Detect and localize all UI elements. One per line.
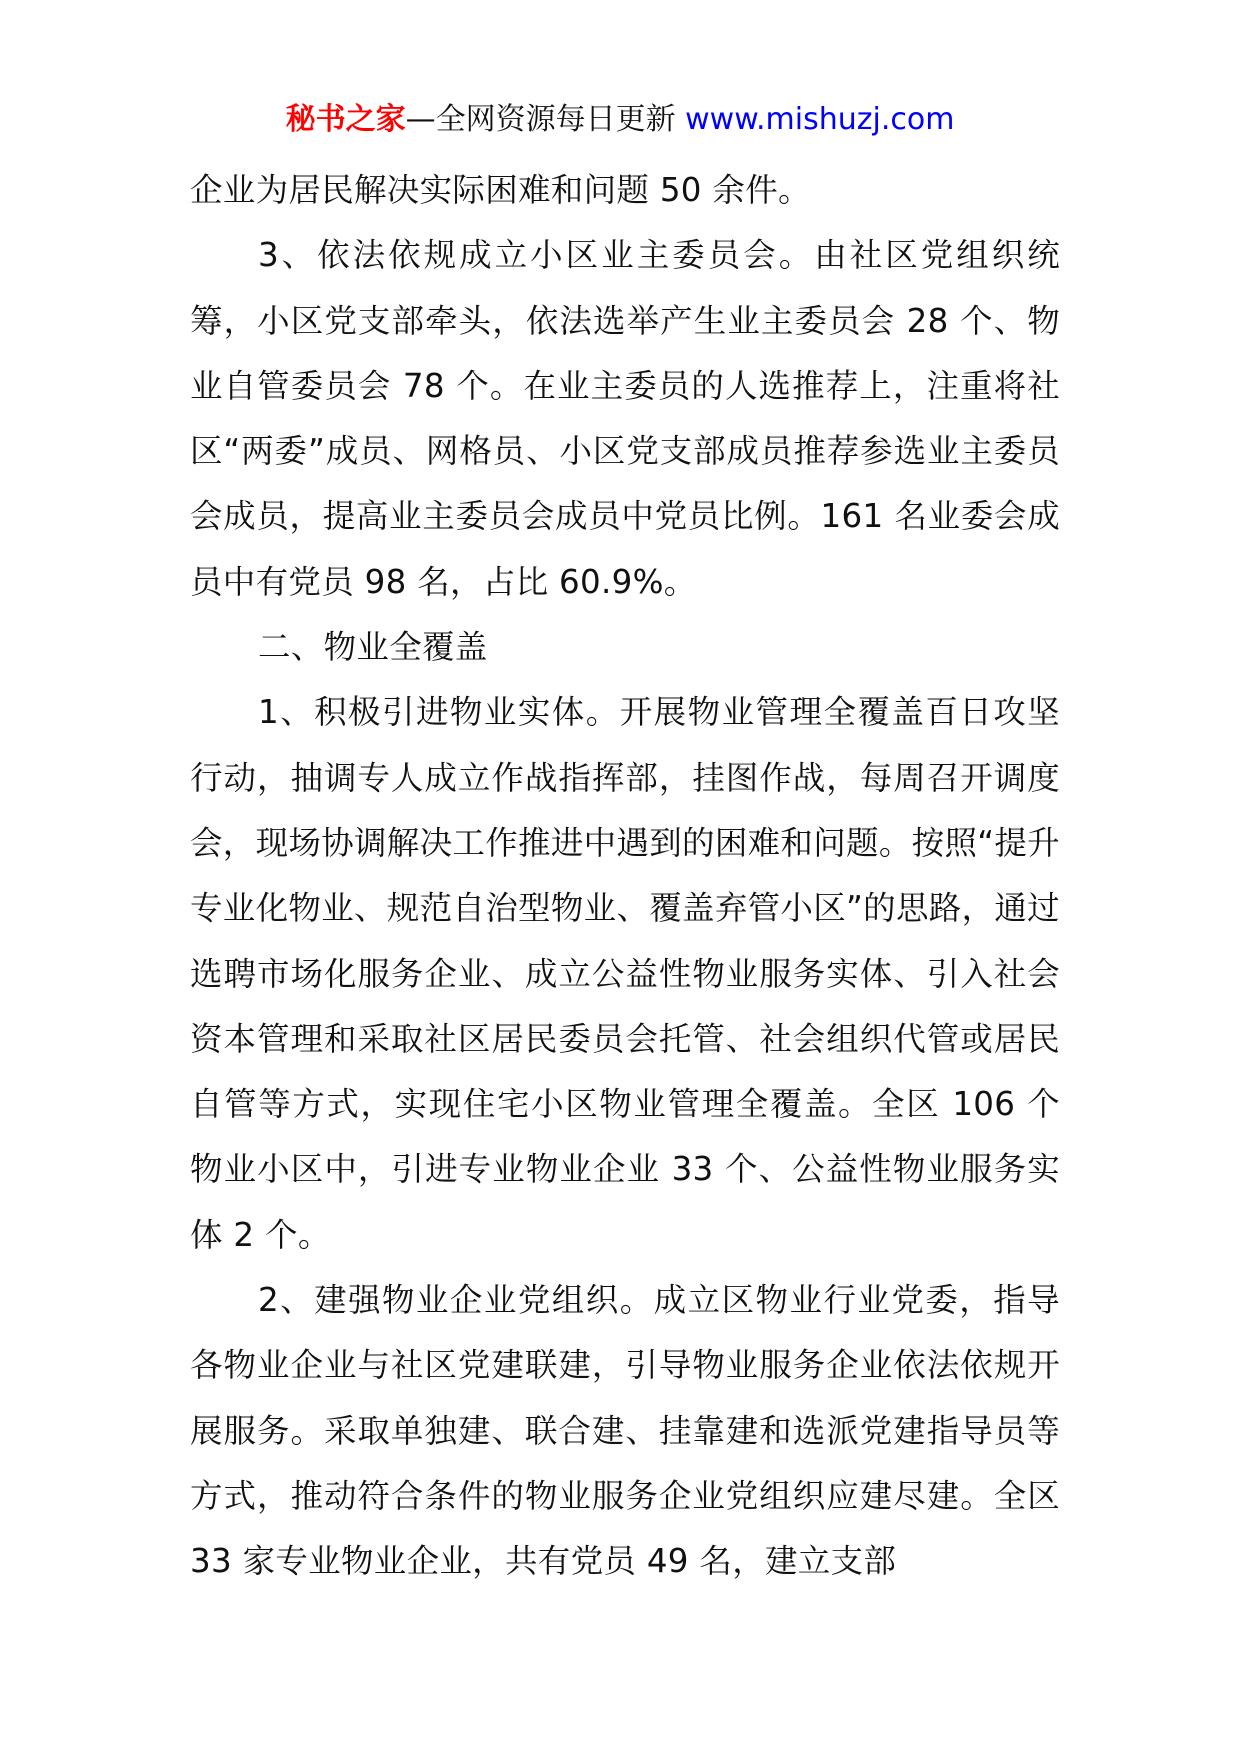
paragraph-owners-committee: 3、依法依规成立小区业主委员会。由社区党组织统筹，小区党支部牵头，依法选举产生业主委员会 28 个、物业自管委员会 78 个。在业主委员的人选推荐上，注重将社区“两委”成员、网格员、小区党支部成员推荐参选业主委员会成员，提高业主委员会成员中党员比例。161 名业委会成员中有党员 98 名，占比 60.9%。 bbox=[190, 236, 1060, 601]
site-slogan: —全网资源每日更新 bbox=[405, 102, 686, 137]
paragraph-introduce-property-entities: 1、积极引进物业实体。开展物业管理全覆盖百日攻坚行动，抽调专人成立作战指挥部，挂图作战，每周召开调度会，现场协调解决工作推进中遇到的困难和问题。按照“提升专业化物业、规范自治型物业、覆盖弃管小区”的思路，通过选聘市场化服务企业、成立公益性物业服务实体、引入社会资本管理和采取社区居民委员会托管、社会组织代管或居民自管等方式，实现住宅小区物业管理全覆盖。全区 106 个物业小区中，引进专业物业企业 33 个、公益性物业服务实体 2 个。 bbox=[190, 693, 1060, 1254]
paragraph-strengthen-party-organization: 2、建强物业企业党组织。成立区物业行业党委，指导各物业企业与社区党建联建，引导物业服务企业依法依规开展服务。采取单独建、联合建、挂靠建和选派党建指导员等方式，推动符合条件的物业服务企业党组织应建尽建。全区 33 家专业物业企业，共有党员 49 名，建立支部 bbox=[190, 1281, 1060, 1581]
section-heading-property-coverage: 二、物业全覆盖 bbox=[258, 628, 488, 667]
document-body bbox=[190, 158, 1060, 1595]
paragraph-continuation: 企业为居民解决实际困难和问题 50 余件。 bbox=[190, 171, 811, 209]
site-url-link[interactable]: www.mishuzj.com bbox=[685, 102, 955, 137]
site-brand: 秘书之家 bbox=[285, 102, 406, 137]
site-header bbox=[0, 100, 1240, 140]
